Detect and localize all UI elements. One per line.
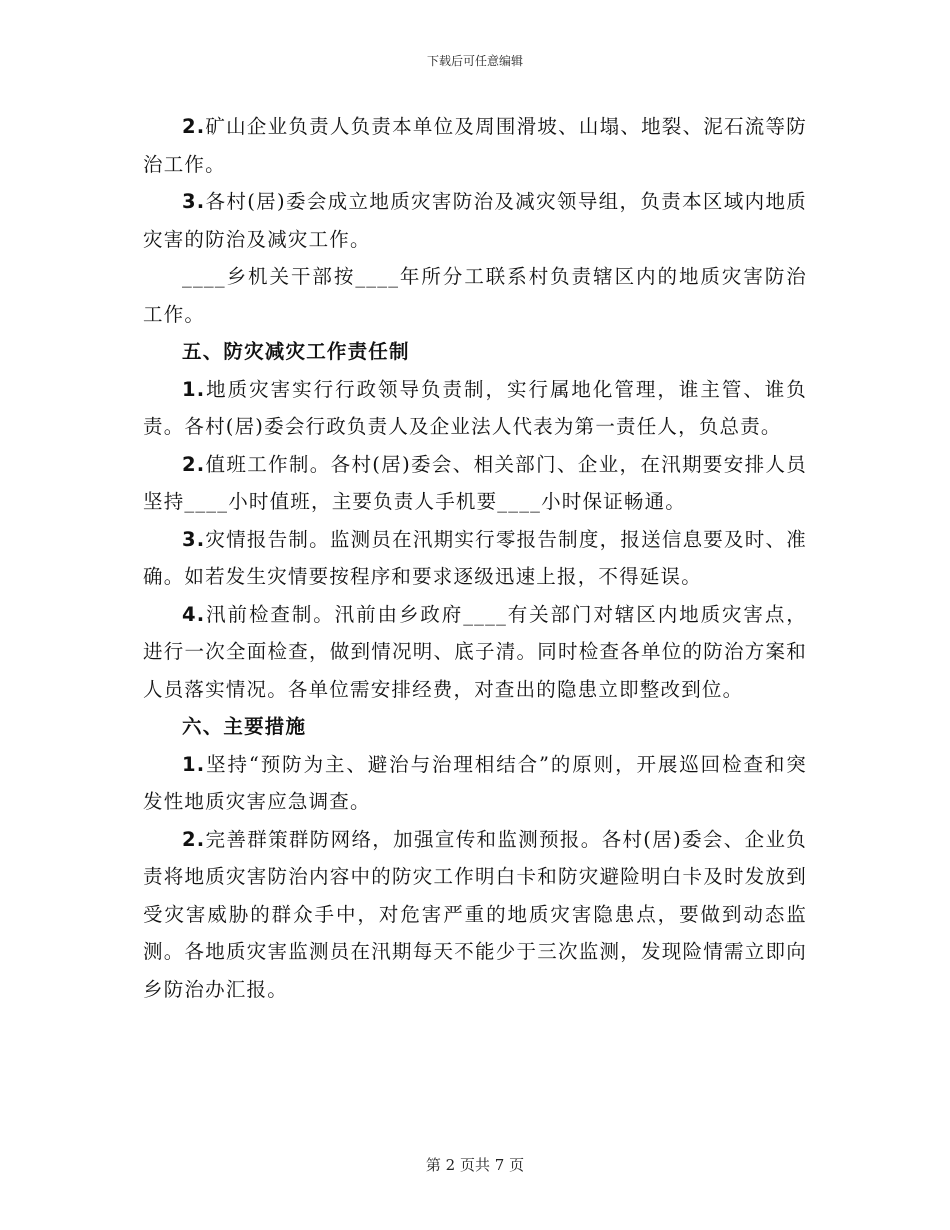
paragraph (143, 446, 807, 521)
paragraph (143, 258, 807, 333)
heading-text: 五、防灾减灾工作责任制 (182, 340, 410, 363)
paragraph-text: ____乡机关干部按____年所分工联系村负责辖区内的地质灾害防治工作。 (143, 265, 807, 326)
paragraph (143, 746, 807, 821)
item-number: 3. (182, 527, 206, 551)
item-number: 2. (182, 827, 206, 851)
paragraph-text: 汛前检查制。汛前由乡政府____有关部门对辖区内地质灾害点，进行一次全面检查，做到情况明、底子清。同时检查各单位的防治方案和人员落实情况。各单位需安排经费，对查出的隐患立即整改到位。 (143, 602, 807, 701)
paragraph (143, 183, 807, 258)
paragraph-text: 值班工作制。各村(居)委会、相关部门、企业，在汛期要安排人员坚持____小时值班，主要负责人手机要____小时保证畅通。 (143, 452, 807, 513)
paragraph-text: 矿山企业负责人负责本单位及周围滑坡、山塌、地裂、泥石流等防治工作。 (143, 115, 807, 176)
paragraph (143, 521, 807, 596)
paragraph (143, 596, 807, 709)
document-body (143, 108, 807, 1008)
paragraph-text: 灾情报告制。监测员在汛期实行零报告制度，报送信息要及时、准确。如若发生灾情要按程序和要求逐级迅速上报，不得延误。 (143, 527, 807, 588)
section-heading (143, 333, 807, 371)
item-number: 2. (182, 452, 206, 476)
page-header: 下载后可任意编辑 (426, 54, 523, 68)
page-footer: 第 2 页共 7 页 (425, 1156, 525, 1174)
paragraph-text: 地质灾害实行行政领导负责制，实行属地化管理，谁主管、谁负责。各村(居)委会行政负责人及企业法人代表为第一责任人，负总责。 (143, 377, 807, 438)
section-heading (143, 708, 807, 746)
paragraph (143, 371, 807, 446)
paragraph-text: 坚持“预防为主、避治与治理相结合”的原则，开展巡回检查和突发性地质灾害应急调查。 (143, 752, 807, 813)
paragraph-text: 完善群策群防网络，加强宣传和监测预报。各村(居)委会、企业负责将地质灾害防治内容中的防灾工作明白卡和防灾避险明白卡及时发放到受灾害威胁的群众手中，对危害严重的地质灾害隐患点，要做到动态监测。各地质灾害监测员在汛期每天不能少于三次监测，发现险情需立即向乡防治办汇报。 (143, 827, 807, 1001)
paragraph (143, 108, 807, 183)
paragraph-text: 各村(居)委会成立地质灾害防治及减灾领导组，负责本区域内地质灾害的防治及减灾工作。 (143, 190, 807, 251)
heading-text: 六、主要措施 (182, 715, 307, 738)
item-number: 3. (182, 190, 206, 213)
item-number: 4. (182, 602, 206, 626)
item-number: 1. (182, 377, 206, 401)
item-number: 2. (182, 115, 206, 138)
paragraph (143, 821, 807, 1009)
item-number: 1. (182, 752, 206, 776)
